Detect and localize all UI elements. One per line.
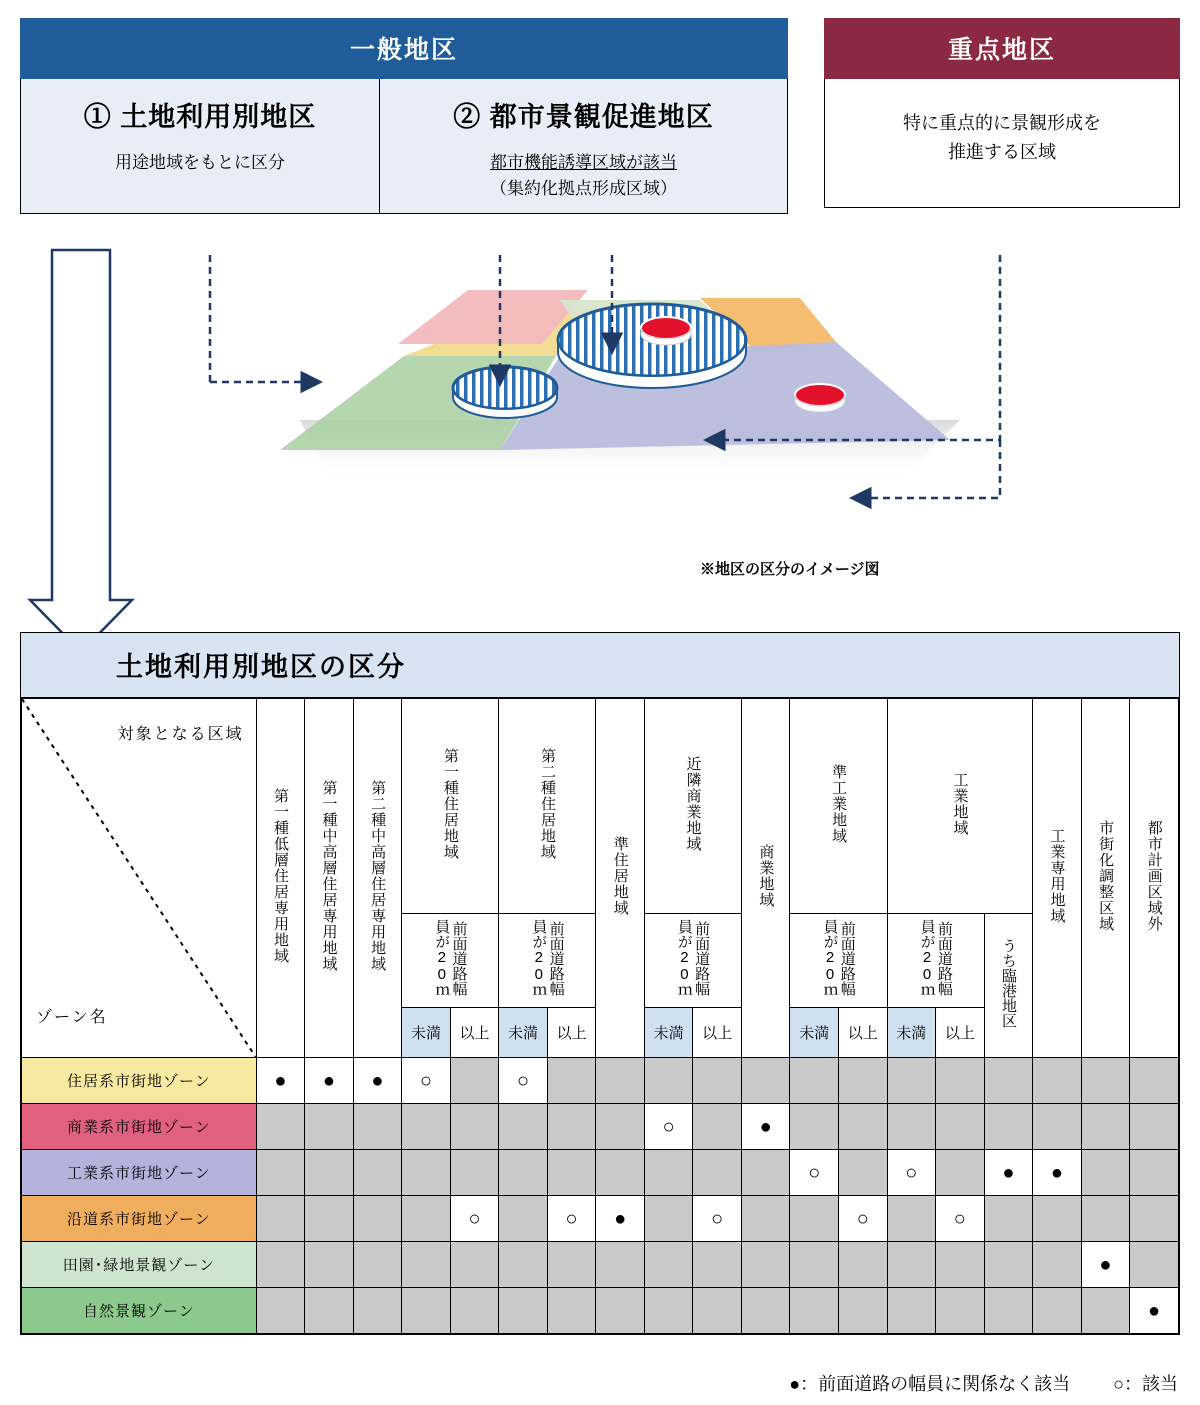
zoning-cell	[693, 1104, 742, 1150]
zoning-cell	[741, 1058, 790, 1104]
col-header-5: 準住居地域	[596, 699, 645, 1058]
zoning-cell	[305, 1150, 354, 1196]
zoning-cell: ●	[1130, 1288, 1179, 1334]
zoning-cell: ○	[402, 1058, 451, 1104]
col-header-6: 近隣商業地域	[644, 699, 741, 914]
legend-filled: ●：前面道路の幅員に関係なく該当	[789, 1374, 1071, 1394]
urban-landscape-subtitle-paren: （集約化拠点形成区域）	[490, 178, 677, 198]
zoning-cell	[984, 1196, 1033, 1242]
zoning-cell	[984, 1104, 1033, 1150]
zone-name-cell: 商業系市街地ゾーン	[22, 1104, 257, 1150]
zoning-cell: ○	[450, 1196, 499, 1242]
col-header-1: 第一種中高層住居専用地域	[305, 699, 354, 1058]
zoning-cell	[305, 1288, 354, 1334]
district-illustration-area	[0, 270, 1200, 630]
zoning-cell	[1081, 1196, 1130, 1242]
sub-header-9-under: 未満	[887, 1008, 936, 1058]
urban-landscape-subtitle-underlined: 都市機能誘導区域が該当	[490, 153, 677, 172]
zoning-cell	[547, 1058, 596, 1104]
zoning-cell	[644, 1150, 693, 1196]
zoning-cell	[547, 1288, 596, 1334]
zoning-cell	[596, 1104, 645, 1150]
zoning-cell	[693, 1242, 742, 1288]
zoning-cell	[596, 1288, 645, 1334]
legend-open: ○：該当	[1113, 1374, 1178, 1394]
zoning-cell	[353, 1288, 402, 1334]
zoning-cell	[790, 1196, 839, 1242]
zoning-cell	[984, 1242, 1033, 1288]
zoning-cell	[839, 1242, 888, 1288]
zoning-cell	[693, 1058, 742, 1104]
zoning-cell	[402, 1104, 451, 1150]
table-row	[22, 1058, 1179, 1104]
zoning-cell	[693, 1150, 742, 1196]
zoning-cell	[1081, 1104, 1130, 1150]
illustration-note: ※地区の区分のイメージ図	[700, 561, 880, 578]
zoning-cell: ●	[1033, 1150, 1082, 1196]
zoning-table-body	[22, 1058, 1179, 1334]
col-header-0: 第一種低層住居専用地域	[256, 699, 305, 1058]
sub-header-3-under: 未満	[402, 1008, 451, 1058]
sub-header-6-under: 未満	[644, 1008, 693, 1058]
zoning-cell	[1130, 1104, 1179, 1150]
urban-landscape-zone-shape	[558, 304, 746, 388]
zoning-cell	[1033, 1288, 1082, 1334]
zoning-cell	[887, 1242, 936, 1288]
zoning-cell: ○	[839, 1196, 888, 1242]
zoning-cell	[305, 1196, 354, 1242]
zoning-cell: ●	[596, 1196, 645, 1242]
sub-header-3-over: 以上	[450, 1008, 499, 1058]
zoning-cell	[256, 1242, 305, 1288]
col-header-2: 第二種中高層住居専用地域	[353, 699, 402, 1058]
zoning-cell	[644, 1058, 693, 1104]
zoning-cell	[887, 1058, 936, 1104]
zoning-cell: ●	[256, 1058, 305, 1104]
zone-name-cell: 田園･緑地景観ゾーン	[22, 1242, 257, 1288]
zoning-cell	[1033, 1242, 1082, 1288]
zoning-cell	[790, 1288, 839, 1334]
zone-name-cell: 自然景観ゾーン	[22, 1288, 257, 1334]
zoning-cell	[839, 1104, 888, 1150]
zoning-cell	[256, 1288, 305, 1334]
zoning-cell	[256, 1104, 305, 1150]
zoning-cell: ○	[499, 1058, 548, 1104]
zoning-cell	[741, 1196, 790, 1242]
district-map-illustration	[0, 180, 1200, 540]
zoning-cell	[936, 1150, 985, 1196]
zoning-cell	[741, 1288, 790, 1334]
zoning-cell	[644, 1288, 693, 1334]
zoning-cell	[644, 1196, 693, 1242]
col-header-10: 工業専用地域	[1033, 699, 1082, 1058]
road-width-header-3: 前面道路幅員が20ｍ	[402, 914, 499, 1008]
table-row	[22, 1104, 1179, 1150]
col-header-12: 都市計画区域外	[1130, 699, 1179, 1058]
zoning-cell	[499, 1242, 548, 1288]
zoning-cell	[353, 1104, 402, 1150]
sub-header-9-over: 以上	[936, 1008, 985, 1058]
zoning-cell	[741, 1150, 790, 1196]
zoning-cell	[1081, 1288, 1130, 1334]
zoning-cell	[450, 1104, 499, 1150]
zoning-cell	[402, 1242, 451, 1288]
col-header-7: 商業地域	[741, 699, 790, 1058]
general-district-title: 一般地区	[20, 18, 788, 79]
col-header-9: 工業地域	[887, 699, 1033, 914]
zoning-cell	[256, 1196, 305, 1242]
sub-header-6-over: 以上	[693, 1008, 742, 1058]
zoning-cell	[499, 1104, 548, 1150]
zoning-cell: ○	[887, 1150, 936, 1196]
zoning-cell: ○	[547, 1196, 596, 1242]
zoning-cell	[887, 1288, 936, 1334]
urban-landscape-district-title: ② 都市景観促進地区	[453, 102, 714, 132]
land-use-classification-panel	[20, 632, 1180, 1335]
zoning-cell: ●	[353, 1058, 402, 1104]
urban-landscape-zone-shape-small	[453, 367, 557, 418]
priority-district-desc-line2: 推進する区域	[948, 141, 1056, 162]
priority-zone-shape-1	[641, 317, 691, 345]
zoning-cell	[450, 1242, 499, 1288]
road-width-header-4: 前面道路幅員が20ｍ	[499, 914, 596, 1008]
zoning-cell	[1081, 1150, 1130, 1196]
col-header-11: 市街化調整区域	[1081, 699, 1130, 1058]
col-header-8: 準工業地域	[790, 699, 887, 914]
zoning-cell	[1130, 1242, 1179, 1288]
priority-district-title: 重点地区	[824, 18, 1180, 79]
road-width-header-6: 前面道路幅員が20ｍ	[644, 914, 741, 1008]
zoning-cell: ○	[936, 1196, 985, 1242]
zone-name-cell: 工業系市街地ゾーン	[22, 1150, 257, 1196]
zoning-cell	[936, 1242, 985, 1288]
zoning-cell	[547, 1150, 596, 1196]
zoning-cell	[353, 1196, 402, 1242]
zoning-cell	[402, 1150, 451, 1196]
zoning-cell	[353, 1242, 402, 1288]
zoning-cell	[596, 1242, 645, 1288]
zoning-cell: ○	[693, 1196, 742, 1242]
zoning-cell	[936, 1104, 985, 1150]
sub-header-4-under: 未満	[499, 1008, 548, 1058]
corner-bottom-label: ゾーン名	[36, 1009, 108, 1026]
sub-header-8-over: 以上	[839, 1008, 888, 1058]
zoning-cell	[1081, 1058, 1130, 1104]
zoning-cell: ●	[984, 1150, 1033, 1196]
col-header-4: 第二種住居地域	[499, 699, 596, 914]
zoning-cell	[256, 1150, 305, 1196]
zone-name-cell: 沿道系市街地ゾーン	[22, 1196, 257, 1242]
corner-top-label: 対象となる区域	[117, 726, 244, 743]
zoning-cell: ●	[1081, 1242, 1130, 1288]
table-row	[22, 1150, 1179, 1196]
zoning-cell	[450, 1058, 499, 1104]
land-use-district-subtitle: 用途地域をもとに区分	[115, 153, 285, 172]
road-width-header-9: 前面道路幅員が20ｍ	[887, 914, 984, 1008]
zoning-cell	[936, 1058, 985, 1104]
table-row	[22, 1196, 1179, 1242]
table-legend	[0, 1370, 1200, 1396]
zoning-cell	[1130, 1196, 1179, 1242]
zoning-cell	[305, 1104, 354, 1150]
land-use-district-title: ① 土地利用別地区	[83, 102, 317, 132]
zoning-cell	[547, 1242, 596, 1288]
zoning-cell	[547, 1104, 596, 1150]
zoning-cell	[450, 1150, 499, 1196]
zoning-cell	[693, 1288, 742, 1334]
zoning-cell	[1130, 1058, 1179, 1104]
zoning-cell	[353, 1150, 402, 1196]
priority-district-desc-line1: 特に重点的に景観形成を	[903, 113, 1101, 133]
zoning-cell	[790, 1242, 839, 1288]
zoning-cell	[741, 1242, 790, 1288]
zoning-cell	[1033, 1058, 1082, 1104]
zoning-cell	[790, 1104, 839, 1150]
col-header-3: 第一種住居地域	[402, 699, 499, 914]
zoning-cell	[1033, 1196, 1082, 1242]
table-corner-cell	[22, 699, 257, 1058]
zoning-cell	[596, 1058, 645, 1104]
panel-title: 土地利用別地区の区分	[21, 633, 1179, 698]
zoning-cell: ●	[741, 1104, 790, 1150]
zoning-cell	[450, 1288, 499, 1334]
zoning-cell	[790, 1058, 839, 1104]
zoning-cell	[984, 1288, 1033, 1334]
zoning-cell: ●	[305, 1058, 354, 1104]
zone-name-cell: 住居系市街地ゾーン	[22, 1058, 257, 1104]
zoning-cell	[499, 1196, 548, 1242]
table-header-main-row	[22, 699, 1179, 914]
zoning-cell	[887, 1104, 936, 1150]
zoning-cell	[887, 1196, 936, 1242]
port-area-header: うち臨港地区	[984, 914, 1033, 1058]
zoning-cell: ○	[644, 1104, 693, 1150]
zoning-table	[21, 698, 1179, 1334]
road-width-header-8: 前面道路幅員が20ｍ	[790, 914, 887, 1008]
zoning-cell	[499, 1150, 548, 1196]
sub-header-4-over: 以上	[547, 1008, 596, 1058]
priority-zone-shape-2	[795, 384, 845, 412]
table-row	[22, 1288, 1179, 1334]
zoning-cell	[596, 1150, 645, 1196]
zoning-cell	[839, 1150, 888, 1196]
sub-header-8-under: 未満	[790, 1008, 839, 1058]
zoning-cell	[839, 1288, 888, 1334]
zoning-cell	[984, 1058, 1033, 1104]
zoning-cell	[936, 1288, 985, 1334]
zoning-cell	[402, 1196, 451, 1242]
zoning-cell	[839, 1058, 888, 1104]
table-row	[22, 1242, 1179, 1288]
zoning-cell	[305, 1242, 354, 1288]
zoning-cell	[499, 1288, 548, 1334]
zoning-cell	[644, 1242, 693, 1288]
zoning-cell	[402, 1288, 451, 1334]
zoning-cell: ○	[790, 1150, 839, 1196]
zoning-cell	[1033, 1104, 1082, 1150]
zoning-cell	[1130, 1150, 1179, 1196]
